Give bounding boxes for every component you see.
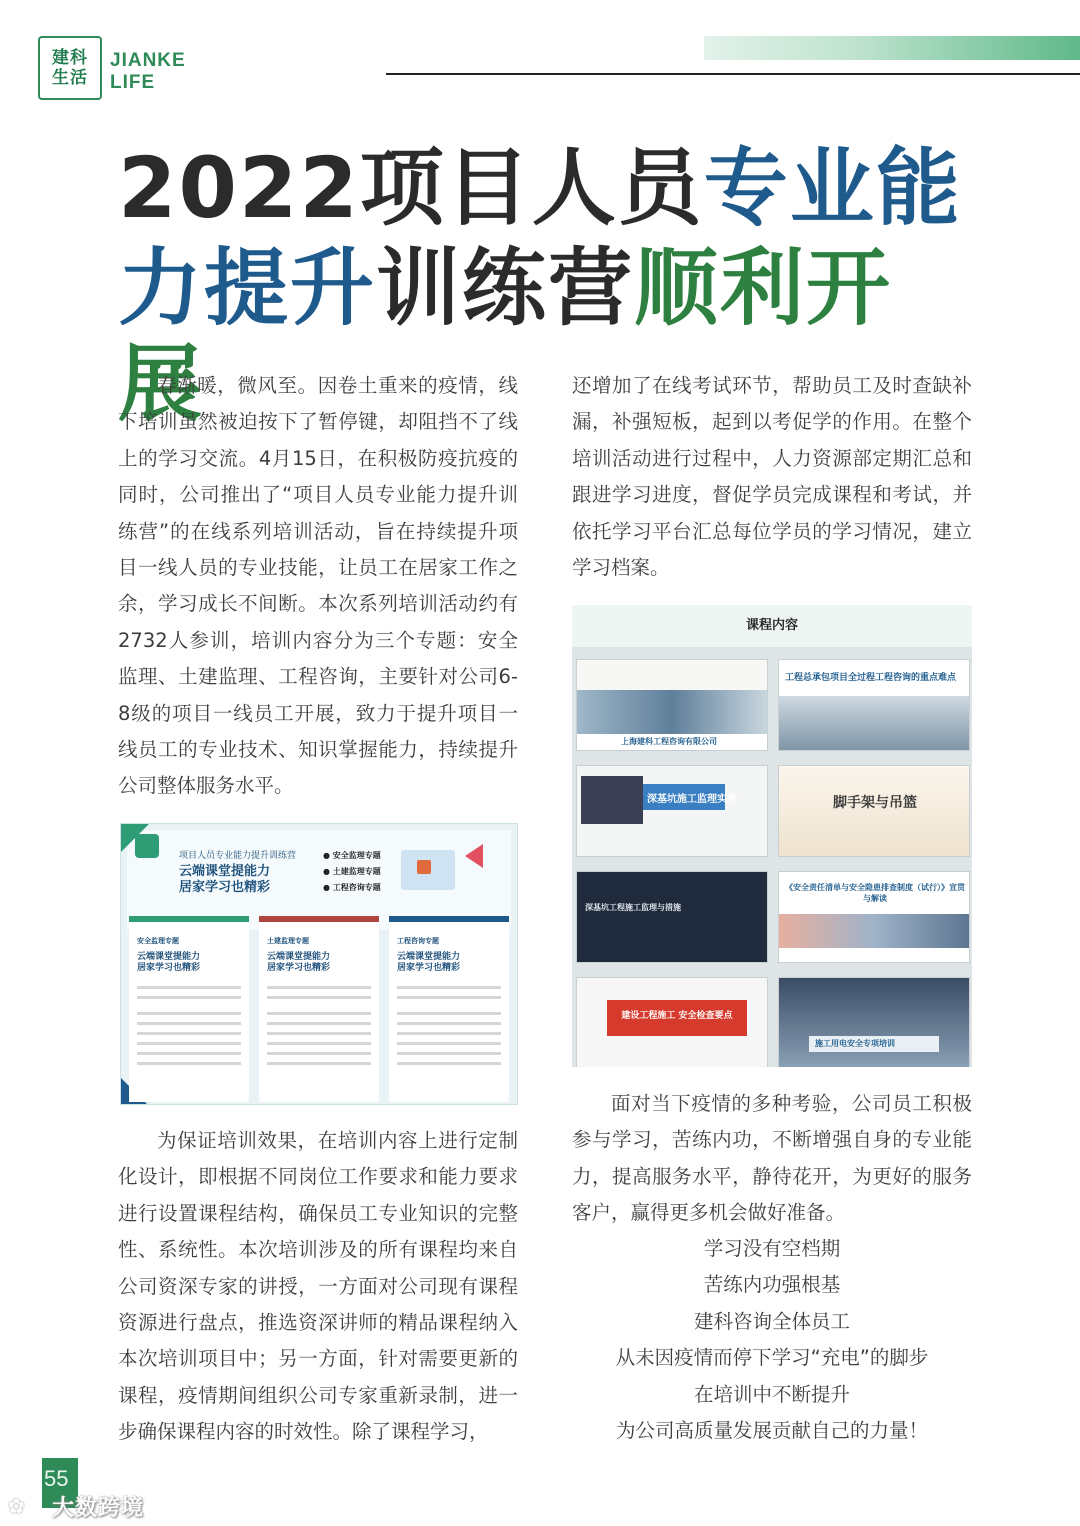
card-slogan-line2: 居家学习也精彩	[137, 963, 201, 973]
right-paragraph-2: 面对当下疫情的多种考验，公司员工积极参与学习，苦练内功，不断增强自身的专业能力，提高服务水平，静待花开，为更好的服务客户，赢得更多机会做好准备。	[572, 1092, 972, 1225]
course-slide-4	[778, 765, 970, 857]
card-topic-label: 工程咨询专题	[397, 937, 439, 945]
card-line	[137, 1032, 241, 1035]
header-divider	[386, 73, 1080, 75]
poster-topic-safety: ● 安全监理专题	[323, 851, 381, 860]
card-line	[137, 1052, 241, 1055]
course-slide-6	[778, 871, 970, 963]
left-paragraph-1: 春渐暖，微风至。因卷土重来的疫情，线下培训虽然被迫按下了暂停键，却阻挡不了线上的学习交流。4月15日，在积极防疫抗疫的同时，公司推出了“项目人员专业能力提升训练营”的在线系列培训活动，旨在持续提升项目一线人员的专业技能，让员工在居家工作之余，学习成长不间断。本次系列培训活动约有2732人参训，培训内容分为三个专题：安全监理、土建监理、工程咨询，主要针对公司6-8级的项目一线员工开展，致力于提升项目一线员工的专业技术、知识掌握能力，持续提升公司整体服务水平。	[118, 374, 518, 798]
poster-card-consult	[389, 916, 509, 1102]
card-line	[267, 986, 371, 989]
poster-computer-illustration	[401, 850, 455, 890]
card-line	[397, 1032, 501, 1035]
card-topic-label: 安全监理专题	[137, 937, 179, 945]
closing-line: 在培训中不断提升	[693, 1382, 850, 1406]
card-line	[267, 1032, 371, 1035]
slide-photo	[779, 914, 969, 948]
poster-card-safety	[129, 916, 249, 1102]
title-segment-dark1: 2022项目人员	[118, 139, 704, 237]
slide-photo	[779, 696, 969, 750]
poster-topic-consult: ● 工程咨询专题	[323, 883, 381, 892]
header-gradient-bar	[704, 36, 1080, 60]
slide-label: 脚手架与吊篮	[833, 795, 917, 811]
poster-screen-icon	[417, 860, 431, 874]
card-line	[137, 1042, 241, 1045]
poster-slogan	[179, 864, 270, 896]
closing-line: 从未因疫情而停下学习“充电”的脚步	[615, 1346, 929, 1370]
magazine-logo	[38, 36, 102, 100]
slide-label: 深基坑施工监理实务	[647, 794, 737, 805]
card-line	[267, 1062, 371, 1065]
closing-line: 为公司高质量发展贡献自己的力量！	[615, 1419, 928, 1443]
slide-label: 上海建科工程咨询有限公司	[621, 737, 717, 746]
watermark-icon: ✿	[8, 1494, 25, 1518]
card-line	[397, 996, 501, 999]
card-line	[397, 1012, 501, 1015]
training-poster-image	[120, 823, 518, 1105]
right-paragraph-1: 还增加了在线考试环节，帮助员工及时查缺补漏，补强短板，起到以考促学的作用。在整个培训活动进行过程中，人力资源部定期汇总和跟进学习进度，督促学员完成课程和考试，并依托学习平台汇总每位学员的学习情况，建立学习档案。	[572, 374, 972, 580]
card-line	[397, 1022, 501, 1025]
card-line	[397, 1042, 501, 1045]
poster-topic-civil: ● 土建监理专题	[323, 867, 381, 876]
title-segment-blue1: 专业能	[703, 139, 962, 237]
card-line	[137, 986, 241, 989]
card-topic-label: 土建监理专题	[267, 937, 309, 945]
course-slide-3	[576, 765, 768, 857]
card-line	[397, 986, 501, 989]
card-line	[397, 1062, 501, 1065]
course-slide-2	[778, 659, 970, 751]
poster-slogan-line2: 居家学习也精彩	[179, 880, 271, 895]
course-slide-1	[576, 659, 768, 751]
card-line	[137, 1062, 241, 1065]
brand-name	[110, 50, 186, 94]
card-line	[267, 1012, 371, 1015]
brand-line1: JIANKE	[110, 50, 186, 71]
closing-verse	[572, 1231, 972, 1449]
card-slogan-line1: 云端课堂提能力	[397, 952, 461, 962]
card-line	[397, 1052, 501, 1055]
course-slide-5	[576, 871, 768, 963]
card-slogan	[267, 952, 330, 974]
article-title-line1	[118, 140, 978, 236]
title-segment-green: 顺利开展	[118, 239, 893, 433]
card-line	[137, 996, 241, 999]
poster-banner	[127, 830, 511, 930]
slide-label: 工程总承包项目全过程工程咨询的重点难点	[785, 673, 957, 683]
card-line	[267, 1042, 371, 1045]
poster-card-civil	[259, 916, 379, 1102]
title-segment-dark2: 训练营	[376, 239, 635, 337]
closing-line: 学习没有空档期	[703, 1237, 841, 1260]
poster-slogan-line1: 云端课堂提能力	[179, 864, 271, 879]
poster-banner-title: 项目人员专业能力提升训练营	[179, 851, 297, 861]
left-paragraph-2: 为保证培训效果，在培训内容上进行定制化设计，即根据不同岗位工作要求和能力要求进行设置课程结构，确保员工专业知识的完整性、系统性。本次培训涉及的所有课程均来自公司资深专家的讲授，一方面对公司现有课程资源进行盘点，推选资深讲师的精品课程纳入本次培训项目中；另一方面，针对需要更新的课程，疫情期间组织公司专家重新录制，进一步确保课程内容的时效性。除了课程学习，	[118, 1129, 518, 1444]
closing-line: 苦练内功强根基	[703, 1273, 841, 1297]
card-line	[137, 1012, 241, 1015]
title-segment-blue2: 力提升	[118, 239, 377, 337]
course-content-header: 课程内容	[572, 605, 972, 647]
poster-corner-decoration	[121, 824, 149, 852]
slide-photo	[581, 776, 643, 824]
card-slogan	[137, 952, 200, 974]
watermark-text: 大数跨境	[52, 1496, 145, 1521]
page-number: 55	[44, 1466, 69, 1491]
course-slide-7	[576, 977, 768, 1067]
card-slogan-line1: 云端课堂提能力	[137, 952, 201, 962]
logo-text-line1: 建科	[52, 48, 88, 68]
slide-label: 《安全责任清单与安全隐患排查制度（试行）》宣贯与解读	[785, 883, 965, 903]
card-line	[267, 1022, 371, 1025]
card-line	[267, 1052, 371, 1055]
slide-label: 建设工程施工 安全检查要点	[621, 1011, 733, 1021]
card-slogan	[397, 952, 460, 974]
logo-text-line2: 生活	[52, 68, 88, 88]
slide-label: 施工用电安全专项培训	[815, 1039, 895, 1048]
closing-line: 建科咨询全体员工	[693, 1309, 850, 1333]
course-slide-8	[778, 977, 970, 1067]
card-slogan-line2: 居家学习也精彩	[267, 963, 331, 973]
brand-line2: LIFE	[110, 72, 156, 93]
poster-arrow-icon	[465, 844, 483, 868]
slide-photo	[577, 690, 767, 734]
course-content-image	[572, 605, 972, 1067]
poster-topic-list	[323, 848, 381, 896]
card-slogan-line2: 居家学习也精彩	[397, 963, 461, 973]
card-line	[137, 1022, 241, 1025]
card-line	[267, 996, 371, 999]
card-slogan-line1: 云端课堂提能力	[267, 952, 331, 962]
slide-label: 深基坑工程施工监理与措施	[585, 903, 681, 912]
